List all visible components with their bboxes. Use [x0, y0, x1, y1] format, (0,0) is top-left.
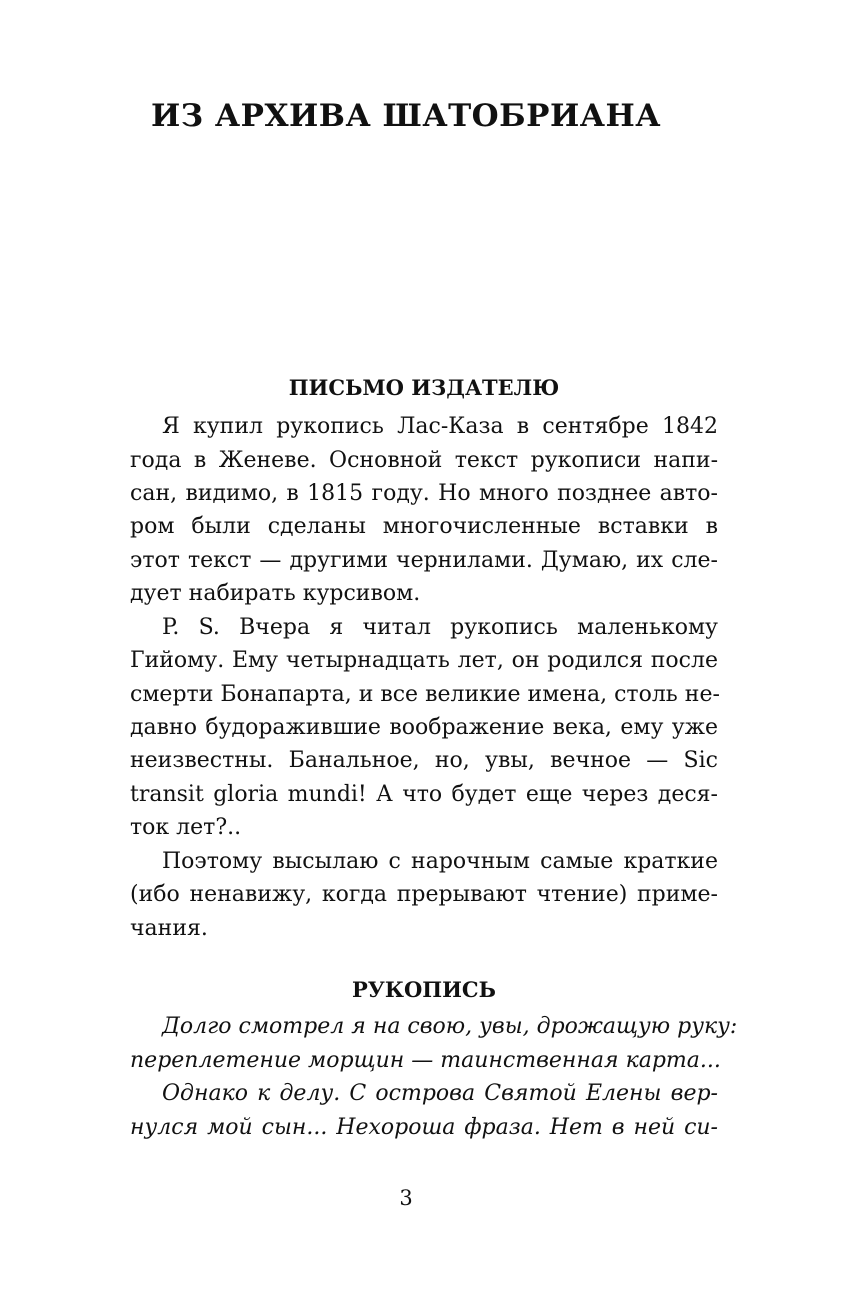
- text-line: давно будоражившие воображение века, ему уже: [130, 715, 718, 740]
- text-line: ром были сделаны многочисленные вставки в: [130, 514, 718, 539]
- text-line: ток лет?..: [130, 815, 242, 840]
- text-line: чания.: [130, 916, 208, 941]
- text-line: дует набирать курсивом.: [130, 581, 421, 606]
- text-line: неизвестны. Банальное, но, увы, вечное — Sic: [130, 748, 718, 773]
- text-line: переплетение морщин — таинственная карта...: [130, 1048, 721, 1073]
- text-line: смерти Бонапарта, и все великие имена, столь не-: [130, 682, 720, 707]
- section-heading-manuscript: РУКОПИСЬ: [352, 977, 496, 1002]
- text-line: Я купил рукопись Лас-Каза в сентябре 1842: [162, 414, 718, 439]
- section-heading-letter: ПИСЬМО ИЗДАТЕЛЮ: [288, 375, 560, 400]
- text-line: Однако к делу. С острова Святой Елены вер-: [162, 1081, 718, 1106]
- text-line: сан, видимо, в 1815 году. Но много позднее авто-: [130, 481, 718, 506]
- chapter-title: ИЗ АРХИВА ШАТОБРИАНА: [150, 98, 662, 134]
- text-line: Долго смотрел я на свою, увы, дрожащую руку:: [162, 1014, 738, 1039]
- page-number: 3: [399, 1186, 413, 1210]
- text-line: года в Женеве. Основной текст рукописи напи-: [130, 448, 718, 473]
- text-line: Поэтому высылаю с нарочным самые краткие: [162, 849, 718, 874]
- text-line: P. S. Вчера я читал рукопись маленькому: [162, 615, 718, 640]
- text-line: (ибо ненавижу, когда прерывают чтение) приме-: [130, 882, 718, 907]
- text-line: этот текст — другими чернилами. Думаю, их сле-: [130, 548, 718, 573]
- text-line: Гийому. Ему четырнадцать лет, он родился после: [130, 648, 718, 673]
- text-line: transit gloria mundi! А что будет еще через деся-: [130, 782, 718, 807]
- text-line: нулся мой сын... Нехороша фраза. Нет в ней си-: [130, 1115, 718, 1140]
